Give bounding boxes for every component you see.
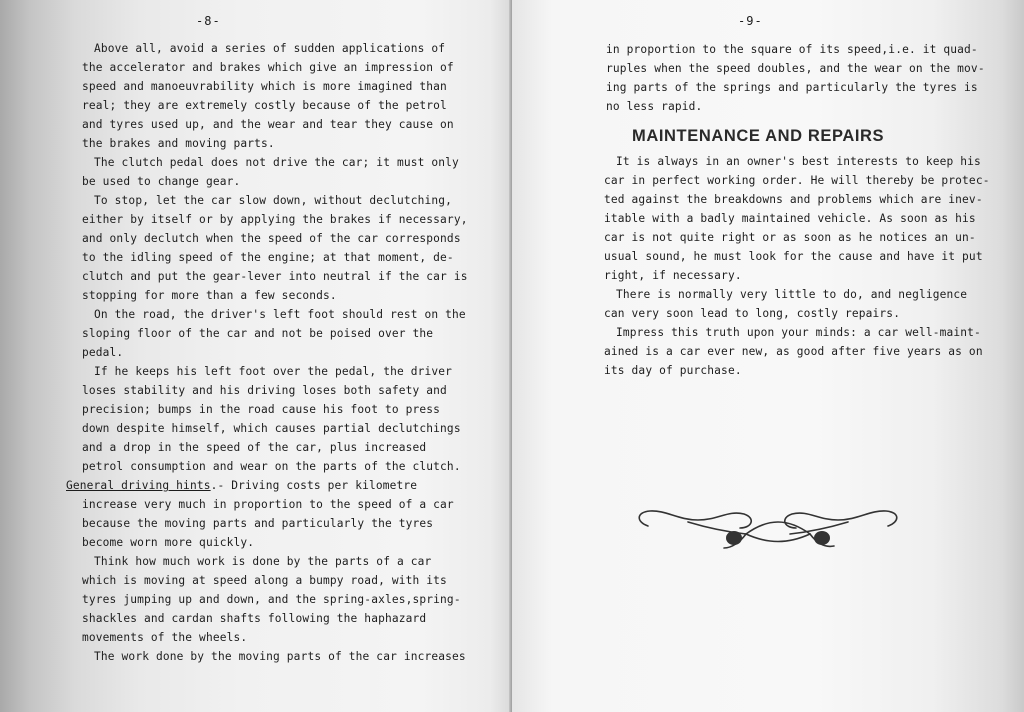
text-line: On the road, the driver's left foot should rest on the: [94, 308, 466, 321]
right-page-continued-text: [606, 40, 985, 116]
text-line: ruples when the speed doubles, and the wear on the mov-: [606, 62, 985, 75]
text-line: speed and manoeuvrability which is more imagined than: [82, 80, 447, 93]
text-line: shackles and cardan shafts following the haphazard: [82, 612, 427, 625]
text-line: tyres jumping up and down, and the spring-axles,spring-: [82, 593, 461, 606]
text-line: and tyres used up, and the wear and tear they cause on: [82, 118, 454, 131]
text-line: be used to change gear.: [82, 175, 241, 188]
text-line: To stop, let the car slow down, without declutching,: [94, 194, 453, 207]
text-line: There is normally very little to do, and negligence: [616, 288, 968, 301]
general-hints-heading: General driving hints: [66, 479, 211, 492]
text-line: If he keeps his left foot over the pedal, the driver: [94, 365, 453, 378]
decorative-flourish-icon: [628, 498, 908, 558]
text-line: become worn more quickly.: [82, 536, 255, 549]
text-line: in proportion to the square of its speed,i.e. it quad-: [606, 43, 978, 56]
left-page-text: [66, 39, 482, 666]
text-line: petrol consumption and wear on the parts of the clutch.: [82, 460, 461, 473]
text-line: The work done by the moving parts of the car increases: [94, 650, 466, 663]
text-line: no less rapid.: [606, 100, 703, 113]
text-line: sloping floor of the car and not be poised over the: [82, 327, 434, 340]
general-hints-text: .- Driving costs per kilometre: [210, 479, 418, 492]
text-line: precision; bumps in the road cause his foot to press: [82, 403, 441, 416]
text-line: ained is a car ever new, as good after five years as on: [604, 345, 983, 358]
text-line: because the moving parts and particularly the tyres: [82, 517, 434, 530]
section-heading: MAINTENANCE AND REPAIRS: [632, 127, 885, 145]
text-line: down despite himself, which causes partial declutchings: [82, 422, 461, 435]
text-line: its day of purchase.: [604, 364, 742, 377]
text-line: the brakes and moving parts.: [82, 137, 275, 150]
right-page: [512, 0, 1024, 712]
text-line: It is always in an owner's best interests to keep his: [616, 155, 981, 168]
text-line: to the idling speed of the engine; at that moment, de-: [82, 251, 454, 264]
text-line: right, if necessary.: [604, 269, 742, 282]
text-line: Think how much work is done by the parts of a car: [94, 555, 432, 568]
text-line: which is moving at speed along a bumpy road, with its: [82, 574, 447, 587]
text-line: pedal.: [82, 346, 124, 359]
text-line: can very soon lead to long, costly repairs.: [604, 307, 901, 320]
page-number: -9-: [738, 14, 763, 28]
text-line: increase very much in proportion to the speed of a car: [82, 498, 454, 511]
text-line: ted against the breakdowns and problems which are inev-: [604, 193, 983, 206]
text-line: car is not quite right or as soon as he notices an un-: [604, 231, 976, 244]
text-line: real; they are extremely costly because of the petrol: [82, 99, 447, 112]
text-line: stopping for more than a few seconds.: [82, 289, 337, 302]
text-line: [66, 476, 482, 495]
text-line: either by itself or by applying the brakes if necessary,: [82, 213, 468, 226]
right-page-body-text: [604, 152, 990, 380]
text-line: itable with a badly maintained vehicle. As soon as his: [604, 212, 976, 225]
page-number: -8-: [196, 14, 221, 28]
text-line: movements of the wheels.: [82, 631, 248, 644]
text-line: Above all, avoid a series of sudden applications of: [94, 42, 446, 55]
text-line: and only declutch when the speed of the car corresponds: [82, 232, 461, 245]
text-line: and a drop in the speed of the car, plus increased: [82, 441, 427, 454]
text-line: Impress this truth upon your minds: a car well-maint-: [616, 326, 981, 339]
text-line: the accelerator and brakes which give an impression of: [82, 61, 454, 74]
text-line: usual sound, he must look for the cause and have it put: [604, 250, 983, 263]
text-line: The clutch pedal does not drive the car; it must only: [94, 156, 459, 169]
text-line: clutch and put the gear-lever into neutral if the car is: [82, 270, 468, 283]
text-line: ing parts of the springs and particularly the tyres is: [606, 81, 978, 94]
text-line: loses stability and his driving loses both safety and: [82, 384, 447, 397]
text-line: car in perfect working order. He will thereby be protec-: [604, 174, 990, 187]
